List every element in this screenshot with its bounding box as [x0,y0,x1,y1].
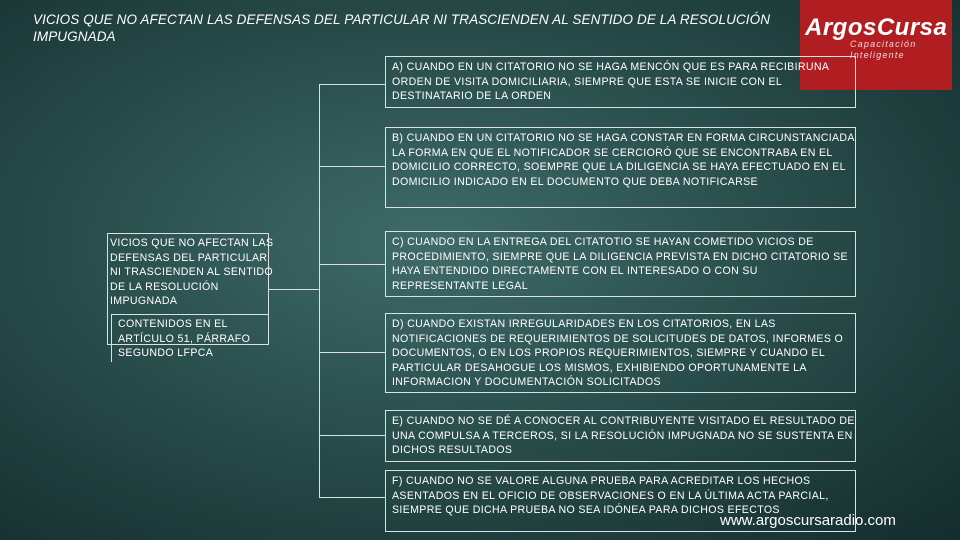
website-link[interactable]: www.argoscursaradio.com [720,512,896,529]
logo-tagline-2: Inteligente [850,50,905,60]
sub-label: CONTENIDOS EN EL ARTÍCULO 51, PÁRRAFO SEGUNDO LFPCA [118,318,251,359]
connector-c [319,264,385,265]
connector-b [319,166,385,167]
logo-tagline-1: Capacitación [850,39,917,49]
connector-e [319,435,385,436]
item-box-c: C) CUANDO EN LA ENTREGA DEL CITATOTIO SE HAYAN COMETIDO VICIOS DE PROCEDIMIENTO, SIEMPRE QUE LA DILIGENCIA PREVISTA EN DICHO CITATORIO SE HAYA ENTENDIDO DIRECTAMENTE CON EL INTERESADO O CON SU REPRESENTANTE LEGAL [385,231,856,297]
item-box-a: A) CUANDO EN UN CITATORIO NO SE HAGA MENCÓN QUE ES PARA RECIBIRUNA ORDEN DE VISITA DOMICILIARIA, SIEMPRE QUE ESTA SE INICIE CON EL DESTINATARIO DE LA ORDEN [385,56,856,108]
item-box-d: D) CUANDO EXISTAN IRREGULARIDADES EN LOS CITATORIOS, EN LAS NOTIFICACIONES DE REQUERIMIENTOS DE SOLICITUDES DE DATOS, INFORMES O DOCUMENTOS, O EN LOS PROPIOS REQUERIMIENTOS, SIEMPRE Y CUANDO EL PARTICULAR DESAHOGUE LOS MISMOS, EXHIBIENDO OPORTUNAMENTE LA INFORMACION Y DOCUMENTACIÓN SOLICITADOS [385,313,856,393]
connector-a [319,84,385,85]
item-box-e: E) CUANDO NO SE DÉ A CONOCER AL CONTRIBUYENTE VISITADO EL RESULTADO DE UNA COMPULSA A TERCEROS, SI LA RESOLUCIÓN IMPUGNADA NO SE SUSTENTA EN DICHOS RESULTADOS [385,410,856,462]
logo-brand: ArgosCursa [805,14,948,41]
connector-stem [269,289,319,290]
page-title: VICIOS QUE NO AFECTAN LAS DEFENSAS DEL PARTICULAR NI TRASCIENDEN AL SENTIDO DE LA RESOLUCIÓN IMPUGNADA [33,12,771,44]
root-label: VICIOS QUE NO AFECTAN LAS DEFENSAS DEL PARTICULAR NI TRASCIENDEN AL SENTIDO DE LA RESOLUCIÓN IMPUGNADA [110,237,274,307]
connector-f [319,497,385,498]
item-box-f: F) CUANDO NO SE VALORE ALGUNA PRUEBA PARA ACREDITAR LOS HECHOS ASENTADOS EN EL OFICIO DE OBSERVACIONES O EN LA ÚLTIMA ACTA PARCIAL, SIEMPRE QUE DICHA PRUEBA NO SEA IDÓNEA PARA DICHOS EFECTOS [385,470,856,532]
connector-d [319,352,385,353]
item-box-b: B) CUANDO EN UN CITATORIO NO SE HAGA CONSTAR EN FORMA CIRCUNSTANCIADA LA FORMA EN QUE EL NOTIFICADOR SE CERCIORÓ QUE SE ENCONTRABA EN EL DOMICILIO CORRECTO, SOEMPRE QUE LA DILIGENCIA SE HAYA EFECTUADO EN EL DOMICILIO INDICADO EN EL DOCUMENTO QUE DEBA NOTIFICARSE [385,127,856,208]
